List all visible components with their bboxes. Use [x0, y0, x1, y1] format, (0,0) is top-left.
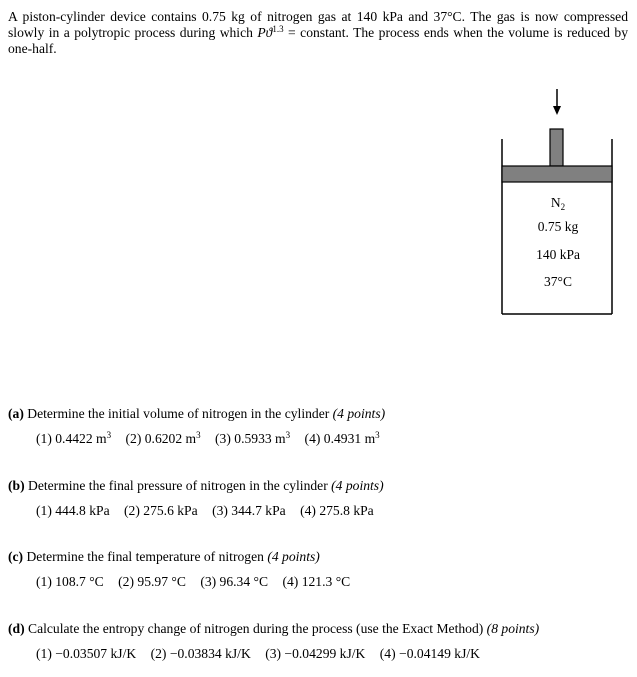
question-a-options [36, 431, 391, 447]
question-c-options [36, 574, 361, 590]
piston-rod [550, 129, 563, 166]
option-d-3[interactable]: (3) −0.04299 kJ/K [265, 646, 366, 661]
question-d-options [36, 646, 491, 662]
option-c-4[interactable]: (4) 121.3 °C [282, 574, 351, 589]
intro-text-2: = constant. The process ends when the volume is reduced by one-half. [8, 25, 629, 56]
piston-head [502, 166, 612, 182]
question-c [8, 549, 320, 565]
question-b-letter: (b) [8, 478, 25, 493]
question-b-points: (4 points) [331, 478, 384, 493]
problem-statement [8, 9, 628, 57]
piston-cylinder-diagram [498, 85, 618, 320]
option-b-2[interactable]: (2) 275.6 kPa [124, 503, 198, 518]
intro-math-symbol: Pϑ [257, 25, 273, 40]
question-b [8, 478, 384, 494]
option-a-1[interactable]: (1) 0.4422 $m^3$ [36, 430, 112, 446]
option-a-4[interactable]: (4) 0.4931 $m^3$ [304, 430, 380, 446]
question-d-points: (8 points) [486, 621, 540, 636]
gas-mass: 0.75 kg [537, 219, 579, 234]
question-a-points: (4 points) [332, 406, 386, 421]
question-c-letter: (c) [8, 549, 24, 564]
question-a-letter: (a) [8, 406, 24, 421]
question-d-letter: (d) [8, 621, 25, 636]
question-c-text: Determine the final temperature of nitrogen [23, 549, 268, 564]
option-d-4[interactable]: (4) −0.04149 kJ/K [379, 646, 480, 661]
question-a-text: Determine the initial volume of nitrogen in the cylinder [23, 406, 333, 421]
question-a [8, 406, 385, 422]
option-b-4[interactable]: (4) 275.8 kPa [300, 503, 374, 518]
gas-pressure: 140 kPa [536, 247, 580, 262]
intro-text-1: A piston-cylinder device contains 0.75 kg of nitrogen gas at 140 kPa and 37°C. The gas is now compressed slowly in a polytropic process during which [8, 9, 628, 40]
option-a-3[interactable]: (3) 0.5933 $m^3$ [215, 430, 291, 446]
question-b-options [36, 503, 385, 519]
question-d-text: Calculate the entropy change of nitrogen during the process (use the Exact Method) [24, 621, 487, 636]
option-d-1[interactable]: (1) −0.03507 kJ/K [36, 646, 137, 661]
option-c-3[interactable]: (3) 96.34 °C [200, 574, 269, 589]
intro-exponent: 1.3 [272, 24, 284, 34]
question-b-text: Determine the final pressure of nitrogen in the cylinder [24, 478, 332, 493]
gas-temperature: 37°C [544, 274, 572, 289]
gas-label: $N_2$ [550, 195, 566, 212]
option-a-2[interactable]: (2) 0.6202 $m^3$ [125, 430, 201, 446]
option-b-3[interactable]: (3) 344.7 kPa [212, 503, 286, 518]
option-d-2[interactable]: (2) −0.03834 kJ/K [150, 646, 251, 661]
force-arrow-head [553, 106, 561, 115]
question-d [8, 621, 539, 637]
option-c-1[interactable]: (1) 108.7 °C [36, 574, 104, 589]
question-c-points: (4 points) [267, 549, 320, 564]
option-b-1[interactable]: (1) 444.8 kPa [36, 503, 110, 518]
option-c-2[interactable]: (2) 95.97 °C [118, 574, 186, 589]
